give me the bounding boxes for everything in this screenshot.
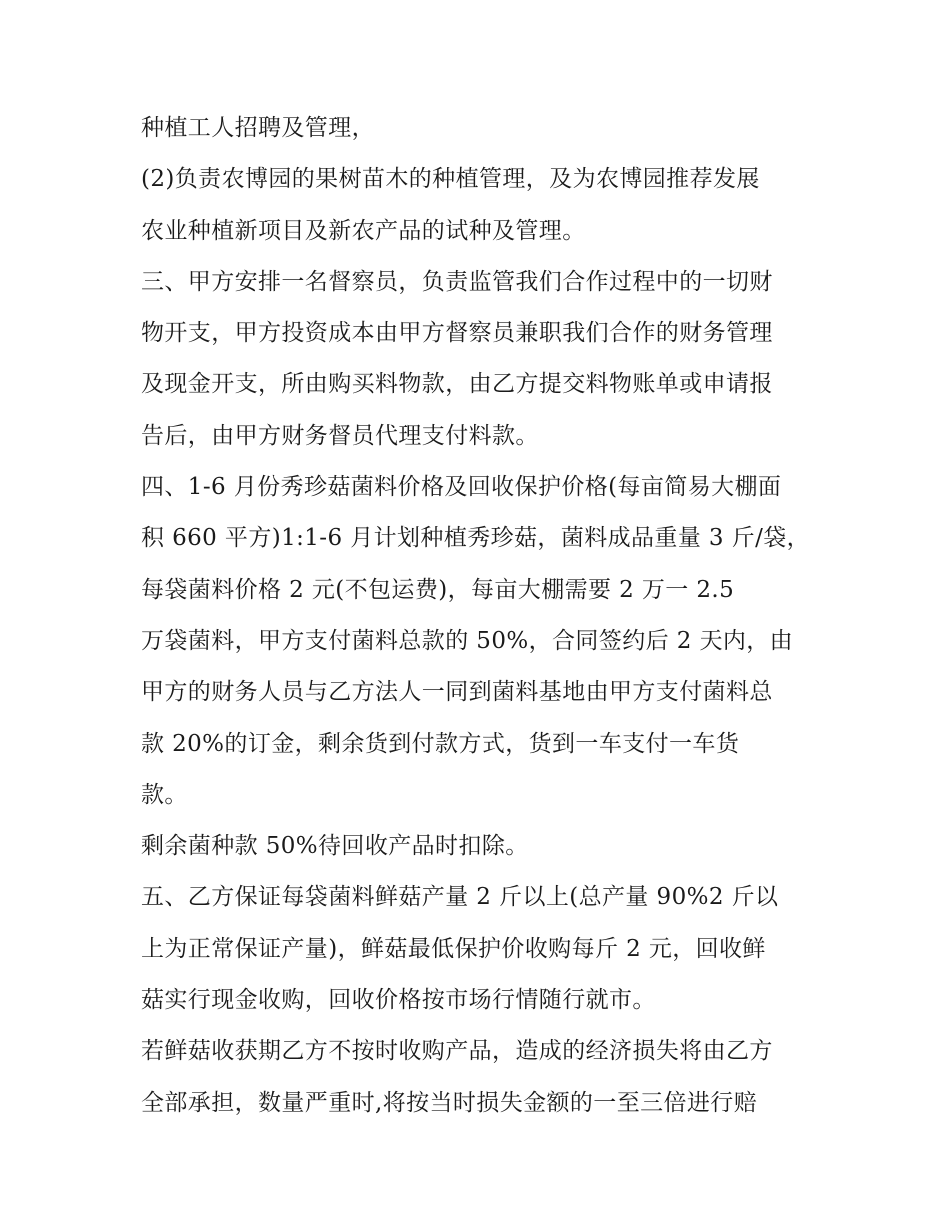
- text-line: 五、乙方保证每袋菌料鲜菇产量 2 斤以上(总产量 90%2 斤以: [141, 884, 779, 911]
- text-line: 农业种植新项目及新农产品的试种及管理。: [141, 217, 586, 244]
- text-line: 上为正常保证产量)，鲜菇最低保护价收购每斤 2 元，回收鲜: [141, 935, 766, 962]
- text-line: 菇实行现金收购，回收价格按市场行情随行就市。: [141, 987, 656, 1014]
- text-line: 剩余菌种款 50%待回收产品时扣除。: [141, 833, 529, 860]
- text-line: 甲方的财务人员与乙方法人一同到菌料基地由甲方支付菌料总: [141, 679, 773, 706]
- text-line: (2)负责农博园的果树苗木的种植管理，及为农博园推荐发展: [141, 166, 760, 193]
- text-line: 万袋菌料，甲方支付菌料总款的 50%，合同签约后 2 天内，由: [141, 627, 794, 654]
- text-line: 款。: [141, 781, 188, 808]
- text-line: 告后，由甲方财务督员代理支付料款。: [141, 422, 539, 449]
- text-line: 种植工人招聘及管理，: [141, 115, 375, 141]
- text-line: 三、甲方安排一名督察员，负责监管我们合作过程中的一切财: [141, 268, 773, 295]
- text-line: 全部承担，数量严重时,将按当时损失金额的一至三倍进行赔: [141, 1089, 758, 1116]
- text-line: 及现金开支，所由购买料物款，由乙方提交料物账单或申请报: [141, 371, 773, 398]
- text-line: 物开支，甲方投资成本由甲方督察员兼职我们合作的财务管理: [141, 320, 773, 347]
- text-line: 款 20%的订金，剩余货到付款方式，货到一车支付一车货: [141, 730, 740, 757]
- text-line: 若鲜菇收获期乙方不按时收购产品，造成的经济损失将由乙方: [141, 1038, 773, 1065]
- text-line: 积 660 平方)1:1-6 月计划种植秀珍菇，菌料成品重量 3 斤/袋，: [141, 525, 811, 552]
- text-line: 每袋菌料价格 2 元(不包运费)，每亩大棚需要 2 万一 2.5: [141, 576, 735, 603]
- text-line: 四、1-6 月份秀珍菇菌料价格及回收保护价格(每亩简易大棚面: [141, 474, 782, 501]
- body-text: [141, 107, 821, 1133]
